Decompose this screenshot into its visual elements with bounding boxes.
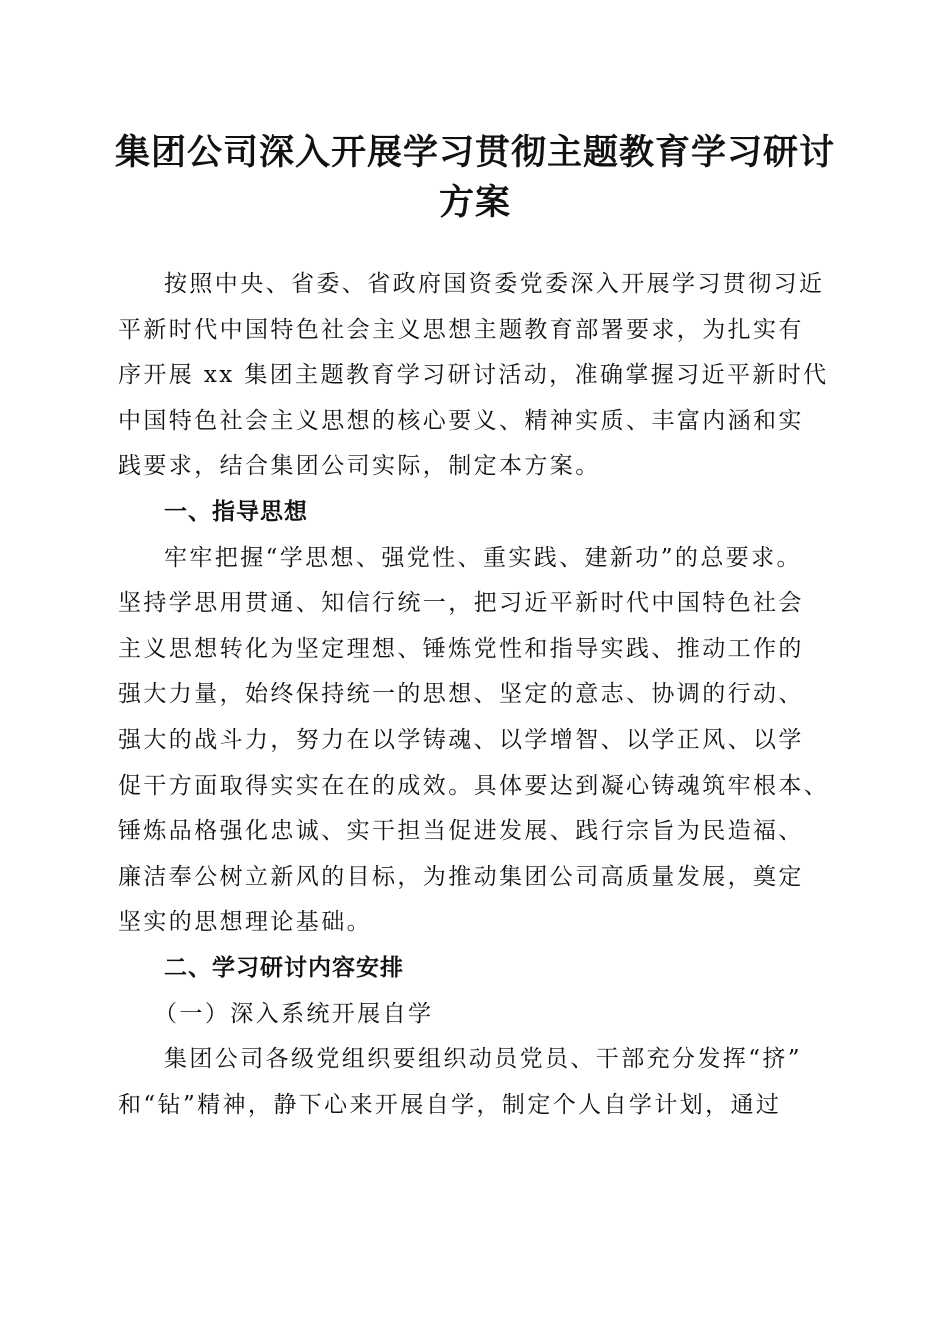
subsection-heading-self-study: （一）深入系统开展自学 [154, 1000, 434, 1027]
paragraph-line: 廉洁奉公树立新风的目标，为推动集团公司高质量发展，奠定 [118, 863, 804, 890]
paragraph-line: 主义思想转化为坚定理想、锤炼党性和指导实践、推动工作的 [118, 635, 804, 662]
paragraph-line: 按照中央、省委、省政府国资委党委深入开展学习贯彻习近 [164, 271, 825, 297]
paragraph-line: 和“钻”精神，静下心来开展自学，制定个人自学计划，通过 [118, 1091, 782, 1118]
paragraph-line: 强大的战斗力，努力在以学铸魂、以学增智、以学正风、以学 [118, 726, 804, 753]
paragraph-line: 强大力量，始终保持统一的思想、坚定的意志、协调的行动、 [118, 681, 804, 708]
section-heading-guiding-ideology: 一、指导思想 [164, 498, 308, 525]
paragraph-line: 锤炼品格强化忠诚、实干担当促进发展、践行宗旨为民造福、 [118, 818, 804, 845]
paragraph-line: 集团公司各级党组织要组织动员党员、干部充分发挥“挤” [164, 1046, 802, 1073]
paragraph-line: 序开展 xx 集团主题教育学习研讨活动，准确掌握习近平新时代 [118, 362, 829, 389]
paragraph-line: 促干方面取得实实在在的成效。具体要达到凝心铸魂筑牢根本、 [118, 772, 830, 799]
paragraph-line: 践要求，结合集团公司实际，制定本方案。 [118, 453, 601, 480]
intro-paragraph [118, 262, 830, 490]
title-line: 集团公司深入开展学习贯彻主题教育学习研讨 [114, 133, 835, 173]
guiding-ideology-paragraph [118, 536, 830, 946]
paragraph-line: 平新时代中国特色社会主义思想主题教育部署要求，为扎实有 [118, 316, 804, 343]
self-study-paragraph [118, 1037, 830, 1128]
paragraph-line: 坚持学思用贯通、知信行统一，把习近平新时代中国特色社会 [118, 590, 804, 617]
paragraph-line: 坚实的思想理论基础。 [118, 909, 372, 936]
document-body [118, 262, 830, 1128]
title-line: 方案 [438, 183, 511, 223]
section-heading-study-content: 二、学习研讨内容安排 [164, 954, 404, 981]
paragraph-line: 牢牢把握“学思想、强党性、重实践、建新功”的总要求。 [164, 544, 802, 571]
paragraph-line: 中国特色社会主义思想的核心要义、精神实质、丰富内涵和实 [118, 407, 804, 434]
document-title [110, 128, 840, 228]
